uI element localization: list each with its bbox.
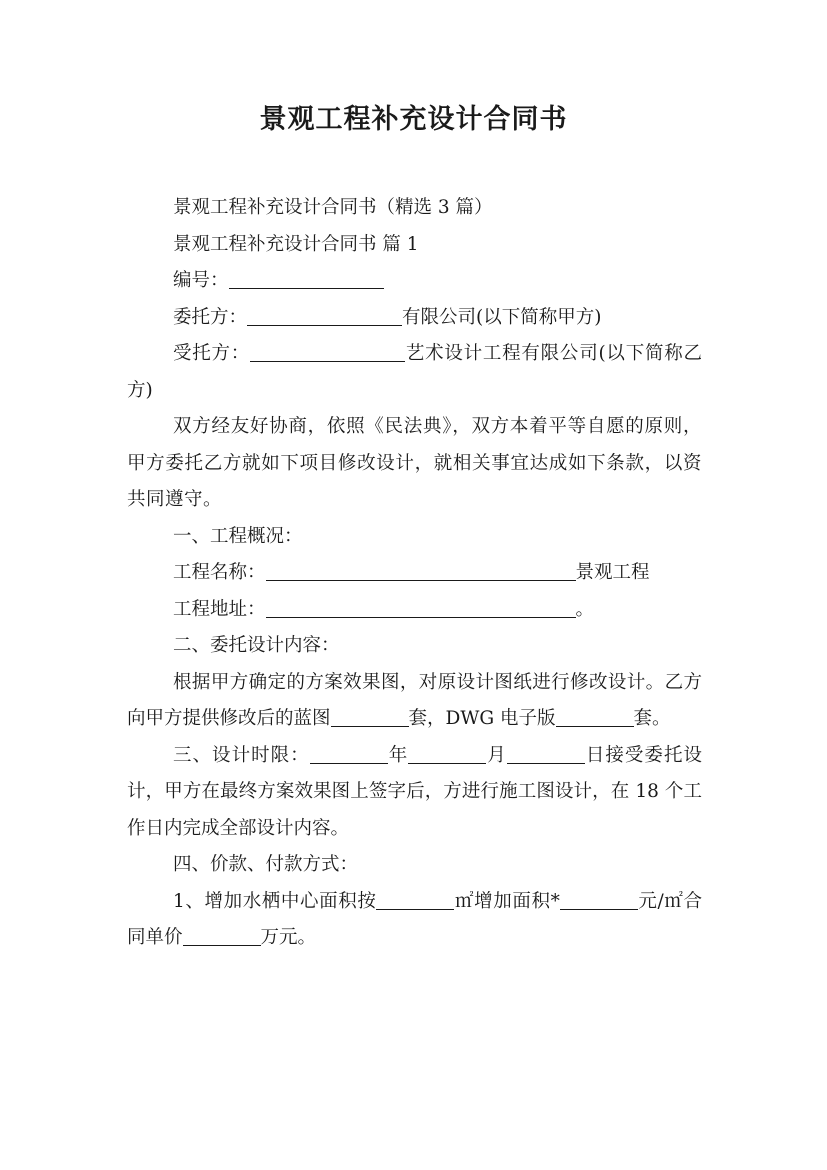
client-label: 委托方： — [173, 306, 248, 328]
section-4-item-1-d: 万元。 — [260, 927, 317, 948]
contractor-line — [127, 336, 702, 409]
contractor-blank — [250, 341, 405, 362]
intro-paragraph: 双方经友好协商，依照《民法典》，双方本着平等自愿的原则，甲方委托乙方就如下项目修改设计，就相关事宜达成如下条款，以资共同遵守。 — [127, 416, 702, 510]
year-blank — [310, 742, 388, 763]
project-name-line — [127, 555, 702, 592]
document-body — [127, 190, 702, 957]
section-2-text-c: 套。 — [633, 708, 671, 729]
section-3-lead: 三、设计时限： — [173, 744, 310, 766]
client-suffix: 有限公司(以下简称甲方) — [402, 306, 602, 328]
area-blank — [376, 888, 454, 909]
section-2-text-b: 套，DWG 电子版 — [408, 708, 556, 729]
section-4-item-1-a: 1、增加水栖中心面积按 — [173, 890, 377, 912]
contractor-label: 受托方： — [173, 343, 251, 364]
client-blank — [247, 304, 402, 325]
project-address-label: 工程地址： — [173, 598, 266, 620]
section-2-text-a: 根据甲方确定的方案效果图，对原设计图纸进行修改设计。乙方向甲方提供修改后的蓝图 — [127, 671, 702, 729]
section-heading: 景观工程补充设计合同书 篇 1 — [173, 233, 419, 255]
section-2-paragraph — [127, 665, 702, 738]
blueprint-sets-blank — [331, 706, 409, 727]
unit-price-blank — [560, 888, 638, 909]
month-blank — [408, 742, 486, 763]
subtitle: 景观工程补充设计合同书（精选 3 篇） — [173, 197, 493, 218]
total-blank — [183, 925, 261, 946]
contractor-suffix: 艺术设计工程有限公司(以下简称乙方) — [127, 343, 702, 401]
section-1-heading: 一、工程概况： — [173, 525, 303, 547]
number-label: 编号： — [173, 270, 229, 291]
number-blank — [229, 268, 384, 289]
number-line — [127, 263, 702, 300]
dwg-sets-blank — [556, 706, 634, 727]
project-name-blank — [266, 560, 576, 581]
section-3-text: 日接受委托设计，甲方在最终方案效果图上签字后，方进行施工图设计，在 18 个工作日内完成全部设计内容。 — [127, 744, 702, 839]
section-4-item-1-b: ㎡增加面积* — [454, 890, 560, 912]
project-address-suffix: 。 — [575, 598, 595, 620]
project-address-blank — [266, 596, 576, 617]
document-title: 景观工程补充设计合同书 — [259, 104, 568, 135]
section-4-item-1-c: 元/㎡合同单价 — [127, 890, 702, 948]
section-2-heading: 二、委托设计内容： — [173, 635, 340, 656]
project-name-suffix: 景观工程 — [575, 562, 650, 583]
section-4-item-1 — [127, 884, 702, 957]
project-name-label: 工程名称： — [173, 562, 266, 583]
project-address-line — [127, 592, 702, 629]
day-blank — [507, 742, 585, 763]
year-label: 年 — [387, 744, 409, 766]
section-3-paragraph — [127, 738, 702, 848]
month-label: 月 — [486, 744, 507, 766]
section-4-heading: 四、价款、付款方式： — [173, 854, 359, 875]
client-line — [127, 300, 702, 337]
